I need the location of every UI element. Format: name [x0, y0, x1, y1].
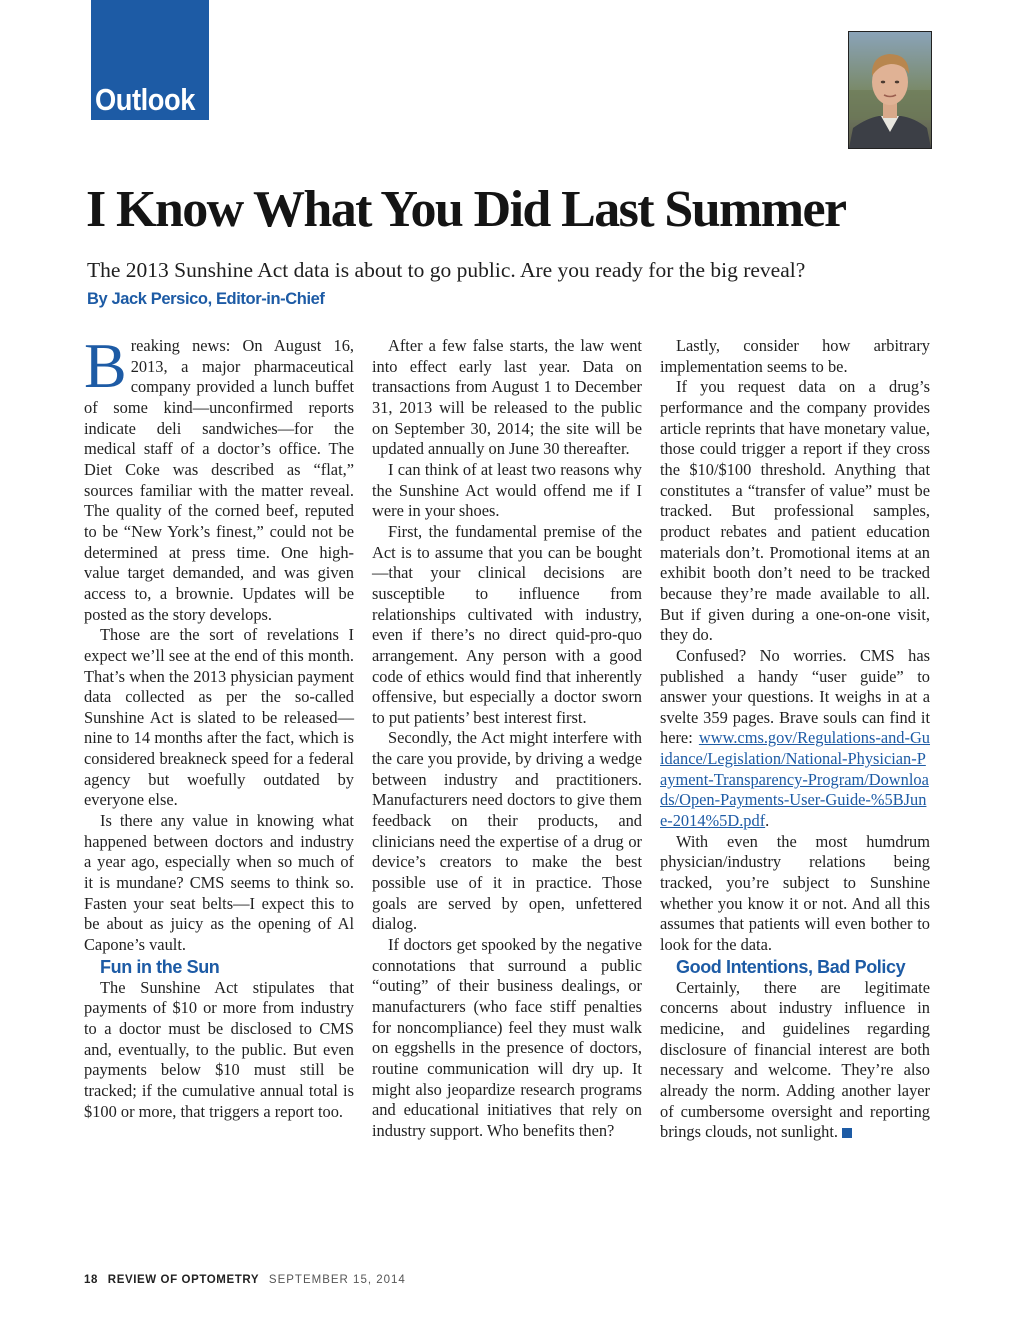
- paragraph-text-end: .: [765, 811, 770, 831]
- paragraph: After a few false starts, the law went into effect early last year. Data on transactions from August 1 to December 31, 2013 will be released to the public on September 30, 2014; the site will be updated annually on June 30 thereafter.: [372, 336, 642, 459]
- publication-name: REVIEW OF OPTOMETRY: [107, 1274, 260, 1286]
- paragraph: Secondly, the Act might interfere with the care you provide, by driving a wedge between industry and practitioners. Manufacturers need doctors to give them feedback on their products, and clinicians need the expertise of a drug or device’s creators to make the best possible use of it in practice. Those goals are served by open, unfettered dialog.: [372, 728, 642, 934]
- paragraph: Those are the sort of revelations I expect we’ll see at the end of this month. That’s when the 2013 physician payment data collected as per the so-called Sunshine Act is slated to be released—nine to 14 months after the fact, which is considered breakneck speed for a federal agency but woefully outdated by everyone else.: [84, 625, 354, 810]
- page-footer: [84, 1274, 406, 1286]
- article-column-1: [84, 330, 354, 1122]
- paragraph: Is there any value in knowing what happened between doctors and industry a year ago, especially when so much of it is mundane? CMS seems to think so. Fasten your seat belts—I expect this to be about as juicy as the opening of Al Capone’s vault.: [84, 811, 354, 955]
- paragraph: [660, 978, 930, 1143]
- article-byline: By Jack Persico, Editor-in-Chief: [87, 290, 325, 308]
- paragraph-text: Confused? No worries. CMS has published a handy “user guide” to answer your questions. It weighs in at a svelte 359 pages. Brave souls can find it here:: [660, 645, 930, 748]
- subheading: Good Intentions, Bad Policy: [676, 956, 906, 977]
- article-column-3: [660, 336, 930, 1143]
- paragraph: With even the most humdrum physician/industry relations being tracked, you’re subject to Sunshine whether you know it or not. And all this assumes that patients will even bother to look for the data.: [660, 831, 930, 955]
- paragraph: First, the fundamental premise of the Act is to assume that you can be bought—that your clinical decisions are susceptible to influence from relationships cultivated with industry, even if there’s no direct quid-pro-quo arrangement. Any person with a good code of ethics would find that inherently offensive, but especially a doctor sworn to put patients’ best interest first.: [372, 521, 642, 727]
- section-label: Outlook: [95, 82, 195, 117]
- paragraph-text: reaking news: On August 16, 2013, a major pharmaceutical company provided a lunch buffet of some kind—unconfirmed reports indicate deli sandwiches—for the medical staff of a doctor’s office. The Diet Coke was described as “flat,” sources familiar with the matter reveal. The quality of the corned beef, reputed to be “New York’s finest,” could not be determined at press time. One high-value target demanded, and was given access to, a brownie. Updates will be posted as the story develops.: [84, 336, 354, 624]
- author-portrait: [848, 31, 932, 149]
- paragraph-text: Certainly, there are legitimate concerns about industry influence in medicine, and guidelines regarding disclosure of financial interest are both necessary and welcome. They’re also already the norm. Adding another layer of cumbersome oversight and reporting brings clouds, not sunlight.: [660, 977, 930, 1142]
- article-subtitle: The 2013 Sunshine Act data is about to go public. Are you ready for the big reveal?: [87, 258, 806, 282]
- paragraph: I can think of at least two reasons why the Sunshine Act would offend me if I were in your shoes.: [372, 459, 642, 521]
- paragraph: [84, 330, 354, 625]
- subheading: Fun in the Sun: [100, 956, 220, 977]
- paragraph: If doctors get spooked by the negative connotations that surround a public “outing” of their business dealings, or manufacturers (who face stiff penalties for noncompliance) feel they must walk on eggshells in the presence of doctors, routine communication will dry up. It might also jeopardize research programs and educational initiatives that rely on industry support. Who benefits then?: [372, 935, 642, 1140]
- issue-date: SEPTEMBER 15, 2014: [268, 1274, 406, 1286]
- paragraph: [660, 646, 930, 832]
- paragraph: If you request data on a drug’s performance and the company provides article reprints that have monetary value, those could trigger a report if they cross the $10/$100 threshold. Anything that constitutes a “transfer of value” must be tracked. But professional samples, product rebates and patient education materials don’t. Promotional items at an exhibit booth don’t need to be tracked because they’re made available to all. But if given during a one-on-one visit, they do.: [660, 377, 930, 645]
- section-tab: [91, 0, 209, 120]
- drop-cap: B: [84, 330, 127, 401]
- cms-user-guide-link[interactable]: www.cms.gov/Regulations-and-Guidance/Legislation/National-Physician-Payment-Transparency-Program/Downloads/Open-Payments-User-Guide-%5BJune-2014%5D.pdf: [660, 728, 930, 831]
- article-headline: I Know What You Did Last Summer: [86, 181, 846, 238]
- paragraph: Lastly, consider how arbitrary implementation seems to be.: [660, 336, 930, 376]
- article-column-2: [372, 336, 642, 1142]
- paragraph: The Sunshine Act stipulates that payments of $10 or more from industry to a doctor must be disclosed to CMS and, eventually, to the public. But even payments below $10 must still be tracked; if the cumulative annual total is $100 or more, that triggers a report too.: [84, 977, 354, 1121]
- end-of-article-icon: [842, 1128, 852, 1138]
- author-portrait-icon: [849, 32, 931, 148]
- page-number: 18: [84, 1274, 98, 1286]
